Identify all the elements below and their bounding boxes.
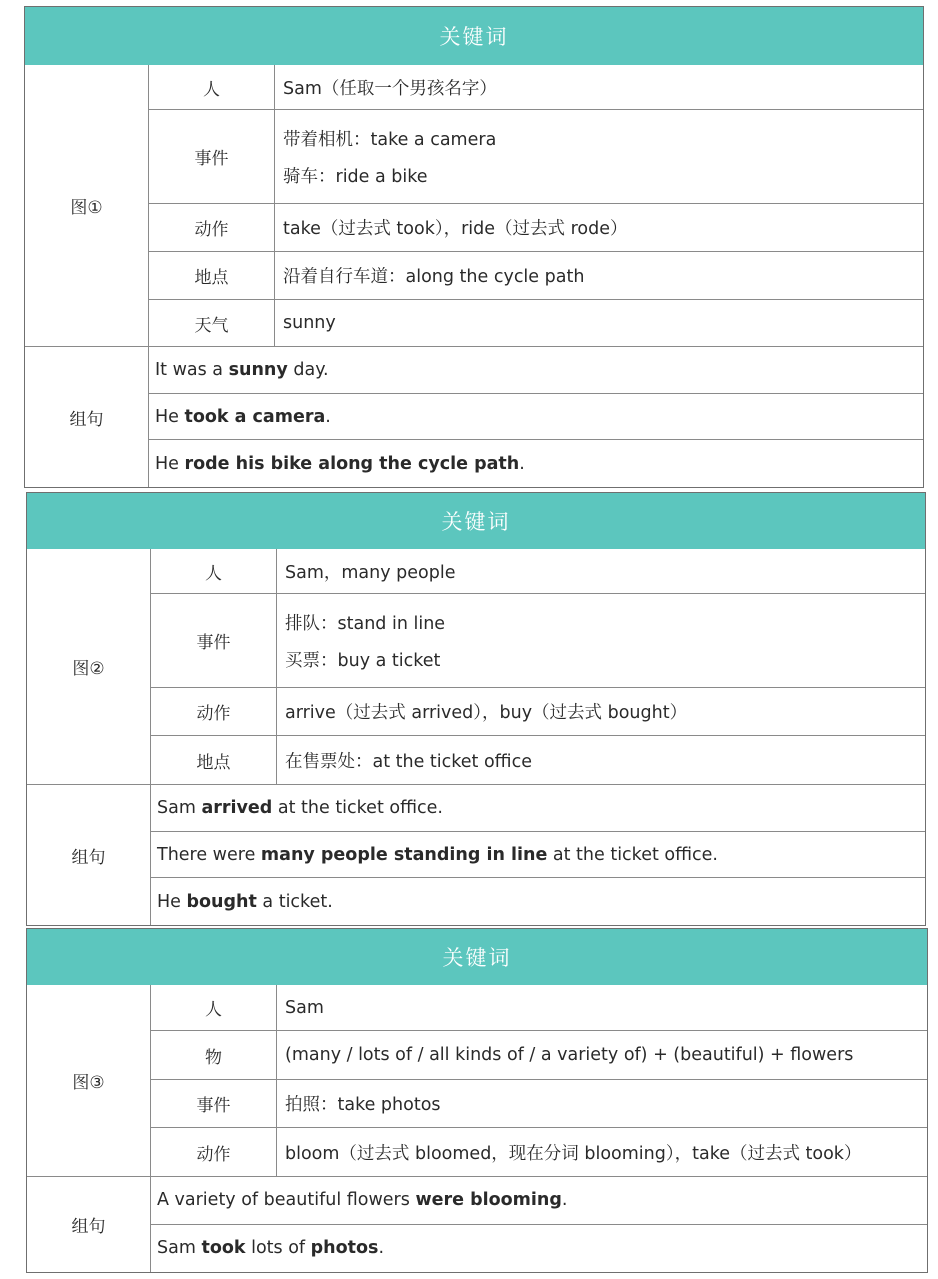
keyword-row [149,203,923,251]
table-header [25,7,923,65]
keyword-label: 地点 [151,736,277,784]
keyword-row [151,549,925,593]
keyword-value [277,594,925,687]
sentence-section [27,784,925,925]
sentence-fragment: There were [157,844,261,865]
sentence-fragment: A variety of beautiful flowers [157,1190,416,1211]
sentence-keyword: were blooming [415,1190,562,1211]
keyword-label: 事件 [151,1080,277,1127]
header-title: 关键词 [441,510,511,534]
sentence-text [157,892,333,912]
sentence-fragment: Sam [157,797,202,818]
keyword-table [24,6,924,488]
keyword-label: 动作 [151,688,277,735]
sentence-row [149,439,923,487]
keyword-value-line: (many / lots of / all kinds of / a variety of) + (beautiful) + flowers [285,1045,854,1065]
sentence-fragment: at the ticket office. [272,797,443,818]
keyword-row [151,1079,927,1127]
keyword-value [277,688,925,735]
sentence-section [27,1176,927,1272]
keyword-value-line: sunny [283,313,336,333]
keyword-value-line: bloom（过去式 bloomed，现在分词 blooming），take（过去式 took） [285,1143,862,1164]
sentence-fragment: He [157,891,187,912]
keyword-value [277,736,925,784]
keyword-row [149,109,923,203]
sentence-fragment: a ticket. [256,891,333,912]
keyword-label: 人 [151,549,277,593]
sentence-keyword: arrived [201,797,273,818]
sentence-row [151,1177,927,1224]
keyword-row [151,1030,927,1079]
keyword-rows [151,985,927,1176]
keyword-value-line: Sam [285,997,324,1018]
keyword-row [149,299,923,346]
keyword-table [26,928,928,1273]
keyword-rows [149,65,923,346]
sentence-text [157,1238,384,1258]
keyword-section [25,65,923,346]
sentence-fragment: It was a [155,359,229,380]
sentence-fragment: He [155,406,185,427]
sentence-fragment: day. [287,359,329,380]
keyword-label: 天气 [149,300,275,346]
sentence-fragment: at the ticket office. [547,844,718,865]
keyword-value-line: 买票：buy a ticket [285,650,441,671]
sentence-row [151,831,925,878]
keyword-row [151,735,925,784]
sentence-rows [149,347,923,487]
keyword-value [277,1031,927,1079]
sentence-text [157,798,443,818]
sentence-label: 组句 [27,1177,151,1272]
keyword-value-line: 拍照：take photos [285,1095,441,1115]
picture-label: 图② [27,549,151,784]
keyword-row [151,593,925,687]
sentence-label: 组句 [27,785,151,925]
header-title: 关键词 [442,946,512,970]
sentence-keyword: took [201,1238,246,1259]
sentence-row [149,393,923,440]
sentence-rows [151,785,925,925]
keyword-value-line: take（过去式 took），ride（过去式 rode） [283,219,628,239]
sentence-row [151,785,925,831]
sentence-keyword: many people standing in line [260,844,548,865]
keyword-value [277,985,927,1030]
keyword-value-line: 在售票处：at the ticket office [285,751,532,772]
sentence-keyword: photos [310,1238,379,1259]
keyword-value-line: 带着相机：take a camera [283,129,497,150]
keyword-section [27,985,927,1176]
header-spacer [27,493,151,549]
header-title: 关键词 [439,25,509,49]
keyword-value [275,204,923,251]
sentence-fragment: lots of [245,1238,311,1259]
keyword-value-line: Sam，many people [285,562,456,583]
keyword-value [277,1080,927,1127]
sentence-text [157,1190,567,1210]
keyword-label: 人 [151,985,277,1030]
keyword-label: 事件 [149,110,275,203]
sentence-row [149,347,923,393]
keyword-rows [151,549,925,784]
keyword-value [275,110,923,203]
keyword-value-line: 排队：stand in line [285,613,446,634]
keyword-value [275,65,923,109]
sentence-fragment: . [561,1190,568,1211]
keyword-value [275,252,923,299]
keyword-section [27,549,925,784]
sentence-keyword: rode his bike along the cycle path [184,453,520,474]
sentence-keyword: bought [186,891,257,912]
sentence-fragment: Sam [157,1238,202,1259]
keyword-label: 事件 [151,594,277,687]
keyword-label: 人 [149,65,275,109]
sentence-row [151,877,925,925]
header-spacer [25,7,149,65]
keyword-row [151,687,925,735]
keyword-label: 物 [151,1031,277,1079]
sentence-fragment: He [155,453,185,474]
keyword-label: 动作 [149,204,275,251]
sentence-keyword: sunny [228,359,288,380]
keyword-label: 动作 [151,1128,277,1176]
keyword-row [151,1127,927,1176]
picture-label: 图① [25,65,149,346]
sentence-fragment: . [378,1238,385,1259]
keyword-value [277,549,925,593]
sentence-text [157,845,718,865]
header-spacer [27,929,151,985]
keyword-value-line: 骑车：ride a bike [283,166,428,187]
sentence-keyword: took a camera [184,406,326,427]
keyword-value-line: arrive（过去式 arrived），buy（过去式 bought） [285,703,688,723]
sentence-rows [151,1177,927,1272]
sentence-label: 组句 [25,347,149,487]
keyword-value [275,300,923,346]
sentence-fragment: . [325,406,331,427]
picture-label: 图③ [27,985,151,1176]
sentence-section [25,346,923,487]
keyword-label: 地点 [149,252,275,299]
keyword-value-line: Sam（任取一个男孩名字） [283,78,497,99]
keyword-row [151,985,927,1030]
table-header [27,929,927,985]
sentence-text [155,407,331,427]
sentence-fragment: . [519,453,525,474]
keyword-row [149,251,923,299]
sentence-text [155,360,329,380]
keyword-value [277,1128,927,1176]
keyword-row [149,65,923,109]
keyword-value-line: 沿着自行车道：along the cycle path [283,267,585,287]
sentence-text [155,454,525,474]
table-header [27,493,925,549]
keyword-table [26,492,926,926]
sentence-row [151,1224,927,1273]
